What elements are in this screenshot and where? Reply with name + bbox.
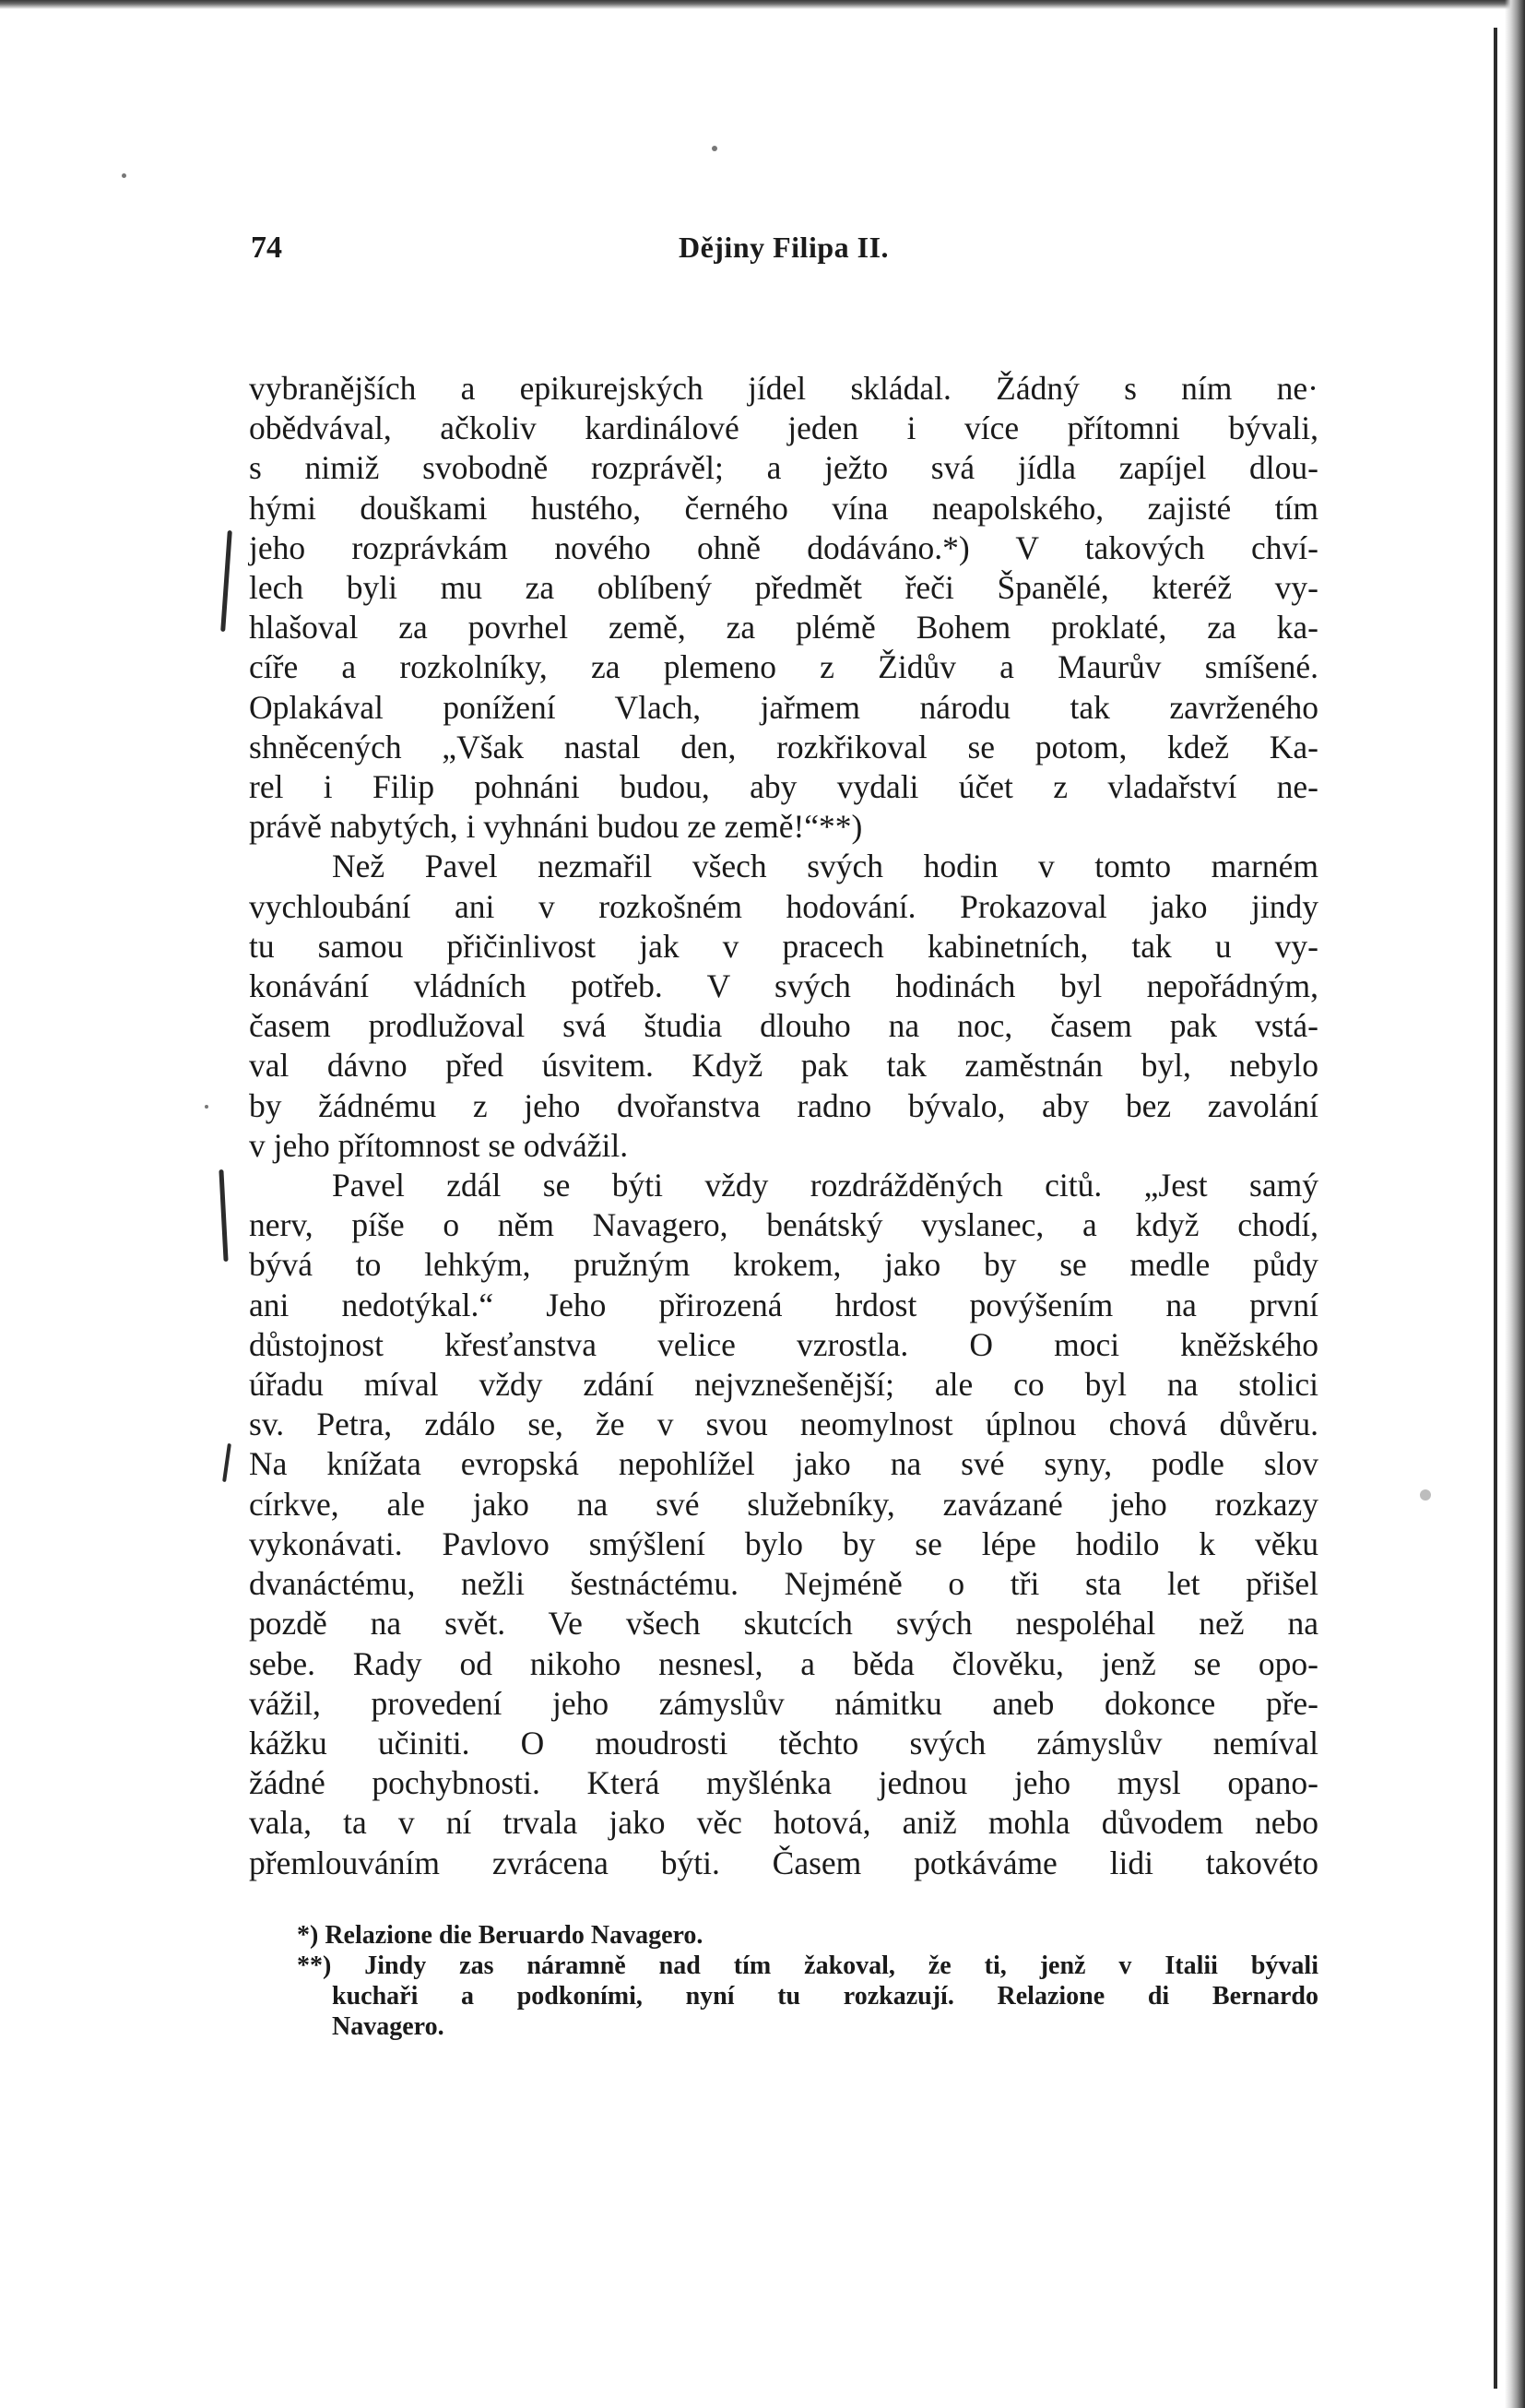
- text-line: přemlouváním zvrácena býti. Časem potkáváme lidi takovéto: [249, 1844, 1318, 1881]
- margin-pencil-mark: [219, 1169, 228, 1262]
- footnote-1: *) Relazione die Beruardo Navagero.: [297, 1920, 703, 1950]
- scan-speck: [1420, 1489, 1431, 1501]
- text-line: dvanáctému, nežli šestnáctému. Nejméně o tři sta let přišel: [249, 1565, 1318, 1603]
- text-line: sebe. Rady od nikoho nesnesl, a běda člověku, jenž se opo-: [249, 1644, 1318, 1682]
- text-line: vykonávati. Pavlovo smýšlení bylo by se lépe hodilo k věku: [249, 1524, 1318, 1562]
- text-line: s nimiž svobodně rozprávěl; a ježto svá jídla zapíjel dlou-: [249, 449, 1318, 487]
- text-line: rel i Filip pohnáni budou, aby vydali účet z vladařství ne-: [249, 768, 1318, 806]
- text-line: cíře a rozkolníky, za plemeno z Židův a Maurův smíšené.: [249, 648, 1318, 686]
- text-line: hými douškami hustého, černého vína neapolského, zajisté tím: [249, 489, 1318, 527]
- page-number: 74: [251, 231, 282, 265]
- text-line: hlašoval za povrhel země, za plémě Bohem proklaté, za ka-: [249, 609, 1318, 646]
- text-line: konávání vládních potřeb. V svých hodinách byl nepořádným,: [249, 967, 1318, 1005]
- text-line: vážil, provedení jeho zámyslův námitku aneb dokonce pře-: [249, 1684, 1318, 1722]
- text-line: časem prodlužoval svá študia dlouho na noc, časem pak vstá-: [249, 1007, 1318, 1045]
- text-line: vala, ta v ní trvala jako věc hotová, aniž mohla důvodem nebo: [249, 1804, 1318, 1842]
- text-line: kážku učiniti. O moudrosti těchto svých zámyslův nemíval: [249, 1724, 1318, 1762]
- scan-right-edge: [1505, 0, 1525, 2408]
- text-line: právě nabytých, i vyhnáni budou ze země!“**): [249, 808, 863, 846]
- text-line: lech byli mu za oblíbený předmět řeči Španělé, kteréž vy-: [249, 569, 1318, 607]
- footnote-2-continued: Navagero.: [332, 2011, 444, 2041]
- text-line: církve, ale jako na své služebníky, zavázané jeho rozkazy: [249, 1485, 1318, 1523]
- text-line: pozdě na svět. Ve všech skutcích svých nespoléhal než na: [249, 1605, 1318, 1643]
- text-line: v jeho přítomnost se odvážil.: [249, 1126, 629, 1164]
- text-line: obědvával, ačkoliv kardinálové jeden i více přítomni bývali,: [249, 409, 1318, 447]
- text-line: nerv, píše o něm Navagero, benátský vyslanec, a když chodí,: [249, 1206, 1318, 1244]
- text-line: sv. Petra, zdálo se, že v svou neomylnost úplnou chová důvěru.: [249, 1406, 1318, 1443]
- text-line: ani nedotýkal.“ Jeho přirozená hrdost povýšením na první: [249, 1286, 1318, 1323]
- text-line: shněcených „Však nastal den, rozkřikoval se potom, kdež Ka-: [249, 728, 1318, 765]
- margin-pencil-mark: [220, 530, 232, 632]
- text-line: důstojnost křesťanstva velice vzrostla. O moci kněžského: [249, 1325, 1318, 1363]
- footnotes: [249, 1920, 1318, 2042]
- margin-pencil-mark: [222, 1443, 231, 1482]
- footnote-2: **) Jindy zas náramně nad tím žakoval, že ti, jenž v Italii bývali: [297, 1951, 1318, 1980]
- footnote-2-continued: kuchaři a podkoními, nyní tu rozkazují. Relazione di Bernardo: [332, 1981, 1318, 2011]
- text-line: žádné pochybnosti. Která myšlénka jednou jeho mysl opano-: [249, 1764, 1318, 1802]
- text-line: jeho rozprávkám nového ohně dodáváno.*) V takových chví-: [249, 528, 1318, 566]
- paragraph-start: Pavel zdál se býti vždy rozdrážděných citů. „Jest samý: [332, 1167, 1318, 1204]
- scan-speck: [205, 1105, 208, 1109]
- scan-speck: [712, 146, 717, 151]
- running-head: [249, 231, 1318, 286]
- text-line: by žádnému z jeho dvořanstva radno bývalo, aby bez zavolání: [249, 1086, 1318, 1124]
- scan-binding-line: [1494, 28, 1497, 2389]
- text-line: Na knížata evropská nepohlížel jako na své syny, podle slov: [249, 1445, 1318, 1483]
- text-line: vybranějších a epikurejských jídel skládal. Žádný s ním ne·: [249, 370, 1318, 407]
- scan-top-edge: [0, 0, 1525, 9]
- text-line: vychloubání ani v rozkošném hodování. Prokazoval jako jindy: [249, 887, 1318, 925]
- text-line: bývá to lehkým, pružným krokem, jako by se medle půdy: [249, 1246, 1318, 1284]
- text-line: úřadu míval vždy zdání nejvznešenější; ale co byl na stolici: [249, 1366, 1318, 1404]
- text-line: val dávno před úsvitem. Když pak tak zaměstnán byl, nebylo: [249, 1047, 1318, 1085]
- text-line: tu samou přičinlivost jak v pracech kabinetních, tak u vy-: [249, 927, 1318, 965]
- text-line: Oplakával ponížení Vlach, jařmem národu tak zavrženého: [249, 688, 1318, 726]
- scan-speck: [122, 173, 126, 178]
- running-title: Dějiny Filipa II.: [678, 231, 890, 264]
- book-page: [249, 231, 1318, 2042]
- paragraph-start: Než Pavel nezmařil všech svých hodin v tomto marném: [332, 848, 1318, 885]
- body-text: [249, 369, 1318, 1883]
